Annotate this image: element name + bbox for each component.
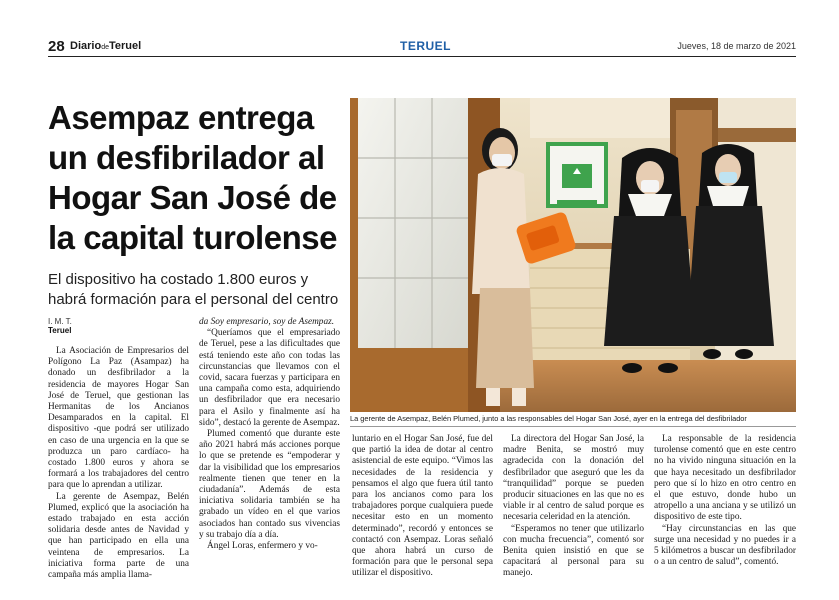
subheadline: El dispositivo ha costado 1.800 euros y habrá formación para el personal del centro (48, 271, 339, 308)
body-column-2 (199, 317, 340, 552)
headline: Asempaz entrega un desfibrilador al Hogar San José de la capital turolense (48, 99, 337, 256)
body-column-1 (48, 346, 189, 581)
byline-author: I. M. T. (48, 317, 72, 326)
paragraph: La directora del Hogar San José, la madre Benita, se mostró muy agradecida con la donación del desfibrilador que aseguró que les da “tranquilidad” porque se pueden producir situaciones en las que no es viable ir al centro de salud porque es necesaria celeridad en la atención. (503, 434, 644, 523)
page-number: 28 (48, 38, 65, 55)
paragraph: La Asociación de Empresarios del Polígono La Paz (Asampaz) ha donado un desfibrilador a la residencia de mayores Hogar San José de Teruel, que gestionan las Hermanitas de los Ancianos Desamparados en la capital. El dispositivo -que podrá ser utilizado en caso de una urgencia en la que se produzca un paro cardíaco- ha costado 1.800 euros y ahora se formará a los trabajadores del centro para que lo aprendan a utilizar. (48, 346, 189, 491)
paragraph: Ángel Loras, enfermero y vo- (207, 541, 318, 552)
news-photo (350, 98, 796, 412)
paragraph: Plumed comentó que durante este año 2021 habrá más acciones porque lo que se pretende es “empoderar y dar la visibilidad que los empresarios realmente tienen que tener en la ciudadanía”. Además de esta iniciativa solidaria también se ha grabado un vídeo en el que varios asociados han contado sus vivencias y su trabajo día a día. (199, 429, 340, 540)
page-header (48, 38, 796, 56)
photo-caption: La gerente de Asempaz, Belén Plumed, junto a las responsables del Hogar San José, ayer en la entrega del desfibrilador (350, 414, 747, 423)
paragraph: La responsable de la residencia turolense comentó que en este centro no ha vivido ninguna situación en la que haya necesitado un desfibrilador pero que sí lo hizo en otro centro en el que estuvo, donde hubo un atropello a una anciana y se utilizó un dispositivo de este tipo. (654, 434, 796, 523)
paragraph: “Queríamos que el empresariado de Teruel, pese a las dificultades que está teniendo este año con todas las circunstancias que llevamos con el covid, sacara fuerzas y participara en una campaña como esta, adquiriendo un desfibrilador que era necesario para el Asilo y finalmente así ha sido”, destacó la gerente de Asempaz. (199, 328, 340, 428)
caption-rule (350, 426, 796, 427)
paragraph: La gerente de Asempaz, Belén Plumed, explicó que la asociación ha estado trabajado en esta acción solidaria desde antes de Navidad y que han participado en ella una veintena de empresarios. La iniciativa forma parte de una campaña más amplia llama- (48, 491, 189, 581)
section-title: TERUEL (400, 39, 451, 53)
paragraph: da Soy empresario, soy de Asempaz. (199, 317, 335, 327)
paragraph: “Hay circunstancias en las que surge una necesidad y no puedes ir a 5 kilómetros a buscar un desfibrilador o a un centro de salud”, comentó. (654, 523, 796, 568)
body-column-4 (503, 434, 644, 580)
byline-place: Teruel (48, 326, 72, 335)
body-column-5 (654, 434, 796, 568)
paragraph: luntario en el Hogar San José, fue del que partió la idea de dotar al centro asistencial de este equipo. “Vimos las necesidades de la residencia y pensamos el algo que fuera útil tanto para los ancianos como para los trabajadores porque cualquiera puede necesitar esto en un momento determinado”, recordó y entonces se contactó con Asempaz. Loras señaló que ahora habrá un curso de formación para que le personal sepa utilizar el dispositivo. (352, 434, 493, 579)
header-rule (48, 56, 796, 57)
newspaper-logo: DiariodeTeruel (70, 40, 142, 52)
paragraph: “Esperamos no tener que utilizarlo con mucha frecuencia”, comentó sor Benita quien insistió en que se capacitará al personal para su manejo. (503, 523, 644, 579)
photo-illustration (350, 98, 796, 412)
issue-date: Jueves, 18 de marzo de 2021 (677, 41, 796, 51)
body-column-3 (352, 434, 493, 580)
